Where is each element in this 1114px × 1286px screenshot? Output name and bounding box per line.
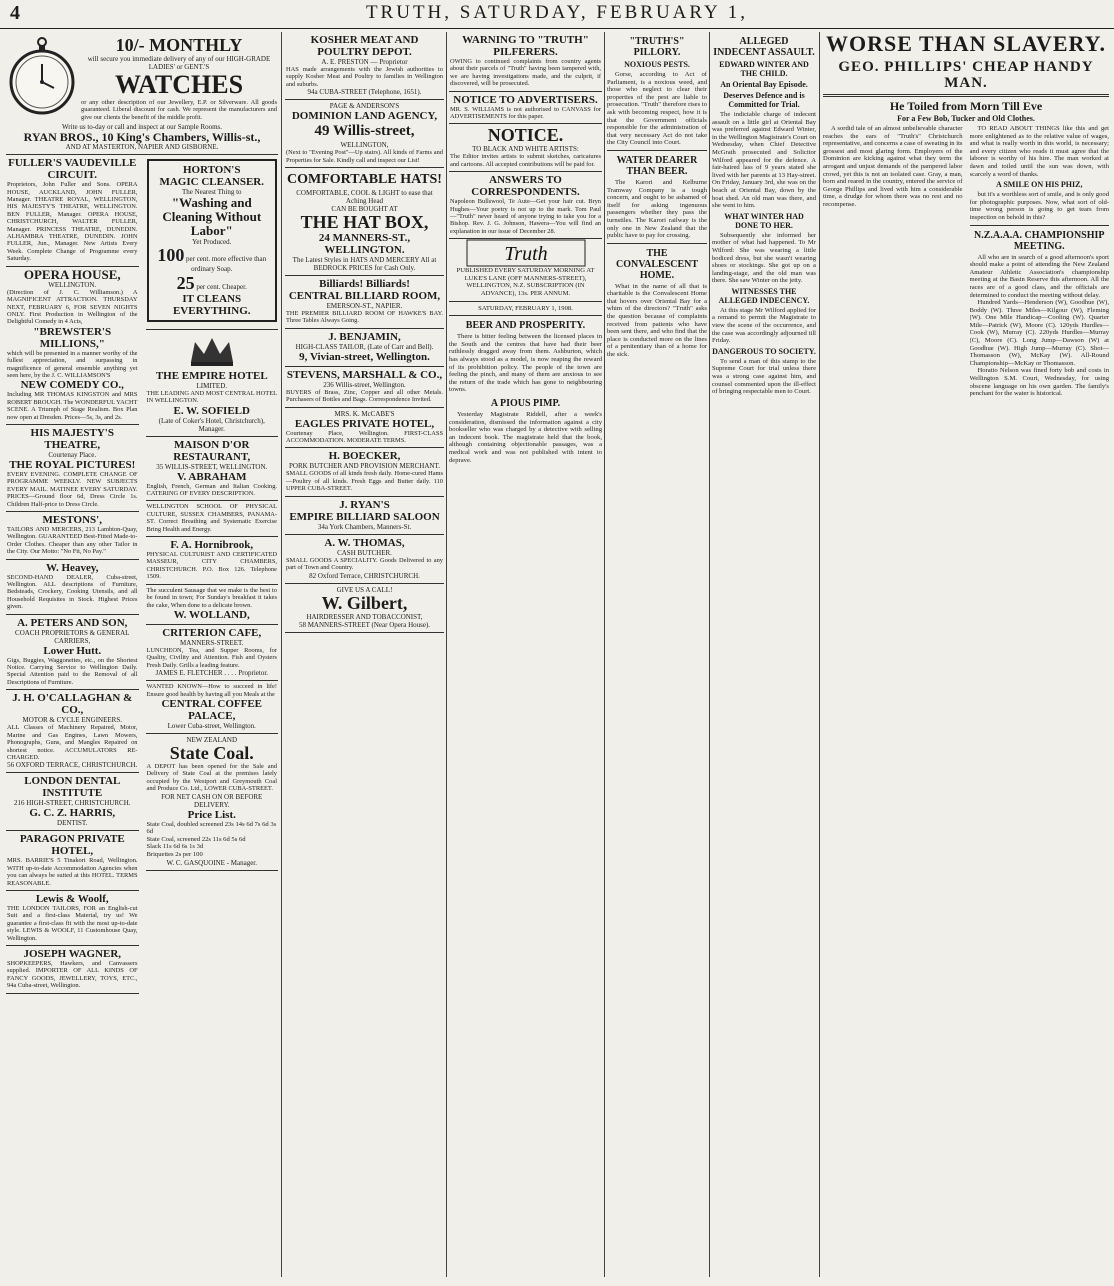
callaghan-title: J. H. O'CALLAGHAN & CO., xyxy=(12,692,133,717)
slavery-article: A sordid tale of an almost unbelievable character reaches the ears of "Truth's" Christchurch representative, and concerns a case of sweating in its grossest and most glaring form. Employers of the Dominion are kicking against what they term the arrogant and unjust demands of the pampered labor crowd, yet this is not an isolated case. Gray, a man, born and reared in the country, entered the service of George Phillips and lived with him a considerable time, a drudge for whom there was no rest and no recompense. xyxy=(823,125,963,208)
horton-sub: The Nearest Thing to xyxy=(181,188,242,197)
answers-title: ANSWERS TO CORRESPONDENTS. xyxy=(471,174,580,199)
slavery-subhead3: For a Few Bob, Tucker and Old Clothes. xyxy=(897,114,1035,123)
wolland-advert xyxy=(146,585,279,625)
coffee-palace-advert xyxy=(146,681,279,734)
pillory-article: Gorse, according to Act of Parliament, is a noxious weed, and those who neglect to clear their properties of the pest are liable to prosecution. "Truth" therefore rises to ask with becoming respect, how it is that the Government officials responsible for the administration of that very necessary Act do not take the City Council into Court. xyxy=(607,71,707,147)
warning-title: WARNING TO "TRUTH" PILFERERS. xyxy=(462,34,589,58)
dominion-title2: DOMINION LAND AGENCY, xyxy=(291,110,438,123)
slavery-subhead: GEO. PHILLIPS' CHEAP HANDY MAN. xyxy=(838,59,1094,91)
majesty-theatre-advert xyxy=(6,425,139,512)
horton-p2t: per cent. Cheaper. xyxy=(196,282,247,291)
opera-place: WELLINGTON. xyxy=(48,280,97,289)
peters-body: Gigs, Buggies, Waggonettes, etc., on the Shortest Notice. Carrying Service to Wellington Daily. Special Attention paid to the Removal of all Descriptions of Furniture. xyxy=(7,656,138,686)
mestons-advert xyxy=(6,512,139,560)
pillory-subhead: NOXIOUS PESTS. xyxy=(624,60,690,69)
column-rule xyxy=(281,32,282,1277)
coal-title: State Coal. xyxy=(169,742,254,763)
boecker-title: H. BOECKER, xyxy=(328,450,401,463)
boecker-advert xyxy=(285,448,444,496)
hornibrook-body: PHYSICAL CULTURIST AND CERTIFICATED MASSEUR, CITY CHAMBERS, CHRISTCHURCH. P.O. Box 126. Telephone 1509. xyxy=(146,551,277,581)
watch-footer: Write us to-day or call and inspect at our Sample Rooms. xyxy=(61,123,223,132)
price-item: Briquettes xyxy=(146,850,174,858)
assault-headline: ALLEGED INDECENT ASSAULT. xyxy=(713,36,815,58)
thomas-advert xyxy=(285,535,444,584)
wolland-title: W. WOLLAND, xyxy=(173,608,250,621)
artists-notice xyxy=(449,124,602,172)
mccabe-title2: EAGLES PRIVATE HOTEL, xyxy=(294,417,435,430)
opera-company: NEW COMEDY CO., xyxy=(20,379,124,392)
notice-body: The Editor invites artists to submit sketches, caricatures and cartoons. All accepted contributions will be paid for. xyxy=(450,153,601,168)
price-row xyxy=(147,821,278,836)
column-pillory xyxy=(607,32,707,1280)
callaghan-body: ALL Classes of Machinery Repaired, Motor, Marine and Gas Engines, Lawn Mowers, Phonographs, Guns, and Mangles Repaired on shortest notice. ACCUMULATORS RE-CHARGED. xyxy=(7,724,138,761)
masthead xyxy=(0,0,1114,29)
kosher-body: HAS made arrangements with the Jewish authorities to supply Kosher Meat and Poultry to families in Wellington and suburbs. xyxy=(286,66,443,88)
assault-subhead3: Deserves Defence and is Committed for Trial. xyxy=(723,91,805,109)
wagner-advert xyxy=(6,946,139,994)
hornibrook-title: F. A. Hornibrook, xyxy=(170,539,254,552)
price-item: State Coal, screened xyxy=(146,835,201,843)
physical-culture-advert xyxy=(146,501,279,537)
criterion-advert xyxy=(146,625,279,681)
criterion-sub: MANNERS-STREET. xyxy=(180,638,244,647)
coal-cash: FOR NET CASH ON OR BEFORE DELIVERY. xyxy=(161,792,263,809)
stevens-body: BUYERS of Brass, Zinc, Copper and all other Metals. Purchasers of Bottles and Bags. Correspondence Invited. xyxy=(286,388,443,404)
billiards-advert xyxy=(285,276,444,329)
billiards-addr: EMERSON-ST., NAPIER. xyxy=(326,302,403,311)
majesty-sub: Courtenay Place. xyxy=(48,450,97,459)
stevens-addr: 236 Willis-street, Wellington. xyxy=(323,380,406,389)
thomas-title: A. W. THOMAS, xyxy=(324,536,405,549)
hats-sub2: CAN BE BOUGHT AT xyxy=(331,205,398,214)
watch-price: 10/- MONTHLY xyxy=(115,35,243,55)
hats-addr: 24 MANNERS-ST., WELLINGTON. xyxy=(318,232,411,257)
column-rule xyxy=(709,32,710,1277)
boecker-sub: PORK BUTCHER AND PROVISION MERCHANT. xyxy=(289,462,440,471)
price-value: 11s 6d 6s 1s 3d xyxy=(162,843,204,851)
billiards-title: CENTRAL BILLIARD ROOM, xyxy=(288,290,441,303)
horton-sub2: Yet Produced. xyxy=(192,238,232,247)
kosher-name: A. E. PRESTON xyxy=(321,58,369,66)
championship-results: Hundred Yards—Henderson (W), Goodhue (W), Boddy (W). Three Miles—Kilgour (W), Fleming (W). One Mile Handicap—Cooling (W). Quarter Mile—Patrick (W), Moore (C). 120yds Hurdles—Cook (W), Murray (C). 220yds Hurdles—Murray (C), Moore (C). Long Jump—Dawson (W) at Goodhue (W). High Jump—Murray (C). Shot—Thomasson (W), McKay (W). All-Round Championship—McKay or Thomasson. xyxy=(969,299,1109,367)
wagner-title: JOSEPH WAGNER, xyxy=(23,947,122,960)
fullers-advert xyxy=(6,155,139,266)
opera-title: OPERA HOUSE, xyxy=(23,266,121,282)
majesty-body: EVERY EVENING. COMPLETE CHANGE OF PROGRAMME WEEKLY. NEW SUBJECTS EVERY MAIL. MATINEE EVERY SATURDAY. PRICES—Ground floor 6d, Dress Circle 1s. Children Half-price to Dress Circle. xyxy=(7,470,138,508)
dominion-title: PAGE & ANDERSON'S xyxy=(329,102,400,111)
thomas-addr: 82 Oxford Terrace, CHRISTCHURCH. xyxy=(309,571,420,580)
boecker-body: SMALL GOODS of all kinds fresh daily. Home-cured Hams—Poultry of all kinds. Fresh Eggs and Butter daily. 110 UPPER CUBA-STREET. xyxy=(286,470,443,493)
price-value: 23s 14s 6d 7s 6d 3s 6d xyxy=(146,820,277,836)
benjamin-sub: HIGH-CLASS TAILOR, (Late of Carr and Bell). xyxy=(295,342,434,351)
nelson-article: Horatio Nelson was fined forty bob and costs in Wellington S.M. Court, Wednesday, for using obscene language on his own garden. The family's penchant for the water is historical. xyxy=(969,367,1109,398)
warning-body: OWING to continued complaints from country agents about their parcels of "Truth" having been tampered with, we are having investigations made, and the culprit, if discovered, will be prosecuted. xyxy=(450,58,601,88)
dental-role: DENTIST. xyxy=(57,819,88,828)
price-item: State Coal, doubled screened xyxy=(146,820,224,828)
page-number: 4 xyxy=(10,2,20,24)
paragon-advert xyxy=(6,831,139,891)
mestons-title: MESTONS', xyxy=(42,514,102,526)
coal-body: A DEPOT has been opened for the Sale and Delivery of State Coal at the premises lately occupied by the Westport and Greymouth Coal and Produce Co. Ltd., LOWER CUBA-STREET. xyxy=(146,762,277,793)
water-headline: WATER DEARER THAN BEER. xyxy=(616,154,698,177)
dangerous-article: To send a man of this stamp to the Supreme Court for trial unless there was a strong case against him, and counsel commented upon the ill-effect of bringing respectable men to Court. xyxy=(712,357,816,396)
column-assault xyxy=(712,32,816,1280)
maison-name: V. ABRAHAM xyxy=(177,470,247,483)
stevens-title: STEVENS, MARSHALL & CO., xyxy=(286,368,443,381)
column-ads-middle xyxy=(285,32,444,1280)
royal-pictures-head: THE ROYAL PICTURES! xyxy=(9,458,136,471)
kosher-title: KOSHER MEAT AND POULTRY DEPOT. xyxy=(310,34,419,58)
notice-title: NOTICE. xyxy=(487,125,564,146)
dental-name: G. C. Z. HARRIS, xyxy=(29,807,116,820)
kosher-advert: KOSHER MEAT AND POULTRY DEPOT. A. E. PRESTON — Proprietor HAS made arrangements with the Jewish authorities to supply Kosher Meat and Poultry to families in Wellington and suburbs. 94a CUBA-STREET (Telephone, 1651). xyxy=(285,32,444,100)
coal-price-head: Price List. xyxy=(187,808,236,821)
horton-title2: MAGIC CLEANSER. xyxy=(159,176,264,189)
hats-foot: The Latest Styles in HATS AND MERCERY All at BEDROCK PRICES for Cash Only. xyxy=(292,256,437,273)
central-title: CENTRAL COFFEE PALACE, xyxy=(161,697,263,722)
billiards-top: Billiards! Billiards! xyxy=(319,278,410,291)
callaghan-advert xyxy=(6,690,139,773)
witnesses-article: At this stage Mr Wilford applied for a remand to permit the Magistrate to view the scene of the occurrence, and the case was accordingly adjourned till Friday. xyxy=(712,306,816,345)
criterion-prop: JAMES E. FLETCHER . . . . Proprietor. xyxy=(155,669,269,678)
pillory-headline: "TRUTH'S" PILLORY. xyxy=(629,36,685,58)
empire-manager: E. W. SOFIELD xyxy=(173,404,250,417)
heavey-body: SECOND-HAND DEALER, Cuba-street, Wellington. ALL descriptions of Furniture, Bedsteads, Crockery, Cooking Utensils, and all Household Requisites in Stock. Highest Prices given. xyxy=(7,573,138,611)
majesty-title: HIS MAJESTY'S THEATRE, xyxy=(30,426,114,451)
gilbert-title: W. Gilbert, xyxy=(321,592,408,613)
price-item: Slack xyxy=(146,843,162,851)
thomas-body: SMALL GOODS A SPECIALITY. Goods Delivered to any part of Town and Country. xyxy=(286,556,443,572)
newspaper-title: TRUTH, SATURDAY, FEBRUARY 1, xyxy=(365,2,749,23)
stevens-advert xyxy=(285,367,444,408)
opera-house-advert xyxy=(6,267,139,425)
state-coal-advert xyxy=(146,734,279,871)
watch-lead: will secure you immediate delivery of any of our HIGH-GRADE LADIES' or GENT.'S xyxy=(87,55,271,71)
mccabe-title: MRS. K. McCABE'S xyxy=(334,409,395,418)
slavery-headline: WORSE THAN SLAVERY. xyxy=(825,32,1107,56)
pimp-article: Yesterday Magistrate Riddell, after a week's consideration, dismissed the information against a city bookseller who was charged by a detective with selling an indecent book. The magistrate held that the book, although containing objectionable passages, was a medical work and was not published with intent to deprave. xyxy=(449,411,602,464)
advertisers-body: MR. S. WILLIAMS is not authorised to CANVASS for ADVERTISEMENTS for this paper. xyxy=(450,105,601,121)
pocket-watch-icon xyxy=(7,36,77,116)
dominion-agency-advert xyxy=(285,100,444,168)
criterion-body: LUNCHEON, Tea, and Supper Rooms, for Quality, Civility and Attention. Fish and Oysters Fresh Daily. Grills a leading feature. xyxy=(146,646,277,669)
dental-addr: 216 HIGH-STREET, CHRISTCHURCH. xyxy=(13,799,131,808)
central-body: WANTED KNOWN—How to succeed in life! Ensure good health by having all you Meals at the xyxy=(146,683,277,698)
coal-manager: W. C. GASQUOINE - Manager. xyxy=(166,858,258,867)
ryan-title2: EMPIRE BILLIARD SALOON xyxy=(289,510,440,523)
price-row xyxy=(147,851,278,859)
notice-sub: TO BLACK AND WHITE ARTISTS: xyxy=(472,145,579,154)
wolland-body: The succulent Sausage that we make is the best to be found in town; For Sunday's breakfast it takes the cake, When done to a delicate brown. xyxy=(146,586,277,609)
horton-p1: 100 xyxy=(157,245,185,266)
price-row xyxy=(147,843,278,851)
gilbert-top: GIVE US A CALL! xyxy=(336,585,393,594)
horton-slogan: "Washing and Cleaning Without Labor" xyxy=(162,195,262,239)
benjamin-addr: 9, Vivian-street, Wellington. xyxy=(299,350,430,363)
column-rule xyxy=(446,32,447,1277)
kosher-role: Proprietor xyxy=(379,58,408,66)
maison-addr: 35 WILLIS-STREET, WELLINGTON. xyxy=(156,462,268,471)
maison-title: MAISON D'OR RESTAURANT, xyxy=(173,438,251,463)
hats-shop: THE HAT BOX, xyxy=(300,212,429,233)
beer-headline: BEER AND PROSPERITY. xyxy=(465,320,586,332)
winter-article: Subsequently she informed her mother of what had happened. To Mr Wilford: She was wearing a little bodiced dress, but she wasn't wearing shoes or stockings. She got up on a landing-stage, and the old man was there. She saw Winter on the jetty. xyxy=(712,231,816,285)
physical-body: WELLINGTON SCHOOL OF PHYSICAL CULTURE, SUSSEX CHAMBERS, PANAMA-ST. Correct Breathing and Systematic Exercise Bring Health and Energy. xyxy=(146,503,277,533)
published-info: PUBLISHED EVERY SATURDAY MORNING AT LUKE'S LANE (OFF MANNERS-STREET), WELLINGTON, N.Z. SUBSCRIPTION (IN ADVANCE), 13s. PER ANNUM. xyxy=(456,267,595,298)
empire-title: THE EMPIRE HOTEL xyxy=(155,369,268,382)
heavey-advert xyxy=(6,560,139,615)
coal-top: NEW ZEALAND xyxy=(186,735,238,744)
ryan-billiard-advert xyxy=(285,497,444,535)
lewis-advert xyxy=(6,891,139,946)
paragon-title: PARAGON PRIVATE HOTEL, xyxy=(19,833,125,858)
issue-date: SATURDAY, FEBRUARY 1, 1908. xyxy=(478,304,573,312)
mccabe-advert xyxy=(285,408,444,449)
empire-hotel-advert xyxy=(146,330,279,437)
empire-body: THE LEADING AND MOST CENTRAL HOTEL IN WELLINGTON. xyxy=(146,389,277,405)
slavery-subhead2: He Toiled from Morn Till Eve xyxy=(889,99,1043,113)
wagner-body: SHOPKEEPERS, Hawkers, and Canvassers supplied. IMPORTER OF ALL KINDS OF FANCY GOODS, JEWELLERY, TOYS, ETC., 94a Cuba-street, Wellington. xyxy=(7,959,138,990)
winter-subhead: WHAT WINTER HAD DONE TO HER. xyxy=(724,211,804,230)
answers-body: Napoleon Bullswool, Te Aute—Get your hair cut. Bryn Hughes—Your poetry is not up to the mark. Tom Paul—"Truth" never heard of anyone trying to take you for a Bishop. Rev. J. G. Johnson, Hawera—You will find an explanation in our issue of December 28. xyxy=(450,198,601,235)
crown-icon xyxy=(187,334,237,368)
assault-subhead2: An Oriental Bay Episode. xyxy=(720,80,808,89)
dominion-body: (Next to "Evening Post"—Up stairs). All kinds of Farms and Properties for Sale. Kindly call and inspect our List! xyxy=(286,149,443,164)
smile-article: but it's a worthless sort of smile, and is only good for photographic purposes. Now, what sort of old-time wrong person is going to get tears from inspection on behold in this? xyxy=(969,191,1109,221)
gilbert-sub: HAIRDRESSER AND TOBACCONIST, xyxy=(306,612,423,621)
assault-subhead: EDWARD WINTER AND THE CHILD. xyxy=(719,60,809,78)
ryan-addr: 34a York Chambers, Manners-St. xyxy=(317,522,412,531)
callaghan-addr: 56 OXFORD TERRACE, CHRISTCHURCH. xyxy=(7,761,138,770)
left-ads-grid xyxy=(6,155,278,993)
mestons-body: TAILORS AND MERCERS, 213 Lambton-Quay, Wellington. GUARANTEED Best-Fitted Made-to-Order Clothes. Cheaper than any other Tailor in the City. Our Motto: "No Fit, No Pay." xyxy=(7,526,138,556)
maison-body: English, French, German and Italian Cooking. CATERING OF EVERY DESCRIPTION. xyxy=(146,482,277,498)
witnesses-subhead: WITNESSES THE ALLEGED INDECENCY. xyxy=(718,286,810,305)
watch-firm: RYAN BROS., 10 King's Chambers, Willis-st., xyxy=(23,130,261,145)
kosher-addr: 94a CUBA-STREET (Telephone, 1651). xyxy=(307,88,422,97)
criterion-title: CRITERION CAFE, xyxy=(162,626,262,639)
opera-body2: which will be presented in a manner worthy of the fullest appreciation, and surpassing in magnificence of general ensemble anything yet seen here, by the J. C. WILLIAMSON'S xyxy=(7,349,138,379)
fullers-title: FULLER'S VAUDEVILLE CIRCUIT. xyxy=(8,157,137,182)
gilbert-advert xyxy=(285,584,444,633)
thomas-sub: CASH BUTCHER. xyxy=(337,548,392,557)
hats-title: COMFORTABLE HATS! xyxy=(287,172,442,188)
watch-branches: AND AT MASTERTON, NAPIER AND GISBORNE. xyxy=(65,143,219,152)
hats-sub: COMFORTABLE, COOL & LIGHT to ease that Aching Head xyxy=(296,189,433,206)
heavey-title: W. Heavey, xyxy=(46,561,99,574)
hornibrook-advert xyxy=(146,537,279,585)
convalescent-article: What in the name of all that is charitable is the Convalescent Home that hovers over Oriental Bay for a whim of the directors? "Truth" asks the question because of complaints received from patients who have been sent there, and who find that the place is conducted more on the lines of a penitentiary than of a home for the sick. xyxy=(607,282,707,359)
pimp-headline: A PIOUS PIMP. xyxy=(490,398,561,409)
championship-article: All who are in search of a good afternoon's sport should make a point of attending the New Zealand Amateur Athletic Association's championship meeting at the Basin Reserve this afternoon. All the races are of a good class, and the officials are determined to conduct the meeting without delay. xyxy=(969,253,1109,299)
slavery-article2: TO READ ABOUT THINGS like this and get more enlightened as to the relative value of wages, and what is really worth in this world, is necessary; and every citizen who reads it must agree that the laborer is worthy of his hire. The man worked at dawn and toiled until the sun was down, with scarcely a word of thanks. xyxy=(969,125,1109,178)
column-rule xyxy=(604,32,605,1277)
column-notices xyxy=(449,32,602,1280)
water-article: The Karori and Kelburne Tramway Company is a tough concern, and ought to be ashamed of itself for asking ingenuous passengers whether they pass the turnstiles. The Karori railway is the only one in New Zealand that the public have to pay for crossing. xyxy=(607,178,707,240)
opera-body3: Including MR THOMAS KINGSTON and MRS ROBERT BROUGH. The WONDERFUL YACHT SCENE. A Triumph of Stage Realism. Box Plan now open at Dresden. Prices—5s, 3s, and 2s. xyxy=(7,391,138,421)
peters-advert xyxy=(6,615,139,691)
benjamin-advert xyxy=(285,329,444,367)
benjamin-title: J. BENJAMIN, xyxy=(328,330,401,343)
assault-article: The indictable charge of indecent assault on a little girl at Oriental Bay was preferred against Edward Winter, in the Wellington Magistrate's Court on Wednesday, when Chief Detective McGrath prosecuted and Solicitor Wilford appeared for the defence. A fair-haired lass of 9 years stated she lived with her parents at 13 Hay-street. On Friday, January 3rd, she was on the beach at Oriental Bay, down by the boat shed. An old man was there, and she went to him. xyxy=(712,111,816,210)
peters-place: Lower Hutt. xyxy=(43,644,102,657)
advertisers-notice xyxy=(449,92,602,125)
horton-p1t: per cent. more effective than ordinary Soap. xyxy=(186,255,267,274)
horton-advert xyxy=(146,155,279,330)
column-slavery xyxy=(823,32,1109,1280)
empire-sub: LIMITED. xyxy=(196,381,228,390)
watch-body: or any other description of our Jewellery, E.P. or Silverware. All goods guaranteed. Liberal discount for cash. We represent the manufacturers and give our clients the benefit of the middle profit. xyxy=(81,99,277,121)
watch-advert xyxy=(6,32,278,155)
lewis-body: THE LONDON TAILORS, FOR an English-cut Suit and a first-class Material, try us! We guarantee a first-class fit with the most up-to-date style. LEWIS & WOOLF, 11 Customhouse Quay, Wellington. xyxy=(7,904,138,942)
peters-title: A. PETERS AND SON, xyxy=(17,616,128,629)
central-sub: Lower Cuba-street, Wellington. xyxy=(167,721,256,730)
peters-sub: COACH PROPRIETORS & GENERAL CARRIERS, xyxy=(15,628,130,645)
billiards-body: THE PREMIER BILLIARD ROOM OF HAWKE'S BAY. Three Tables Always Going. xyxy=(286,310,443,325)
smile-subhead: A SMILE ON HIS PHIZ, xyxy=(996,180,1083,190)
hat-box-advert xyxy=(285,168,444,276)
paragon-body: MRS. BARRIE'S 5 Tinakori Road, Wellington. WITH up-to-date Accommodation Agencies when you can always be suited at this HOTEL. TERMS REASONABLE. xyxy=(7,857,138,887)
truth-logo-text: Truth xyxy=(503,243,548,266)
price-value: 22s 11s 6d 5s 6d xyxy=(201,835,246,843)
maison-advert xyxy=(146,437,279,502)
beer-article: There is bitter feeling between the licensed places in the South and the centres that have had their beer ruthlessly dragged away from them. Ashburton, which has always stood as a model, is now reaping the reward of its prohibition policy. The people of the town are feeling the pinch, and many of them are anxious to see the return of the trade which has gone to neighbouring towns. xyxy=(449,333,602,394)
fullers-body: Proprietors, John Fuller and Sons. OPERA HOUSE, AUCKLAND, JOHN FULLER, Manager. THEATRE ROYAL, WELLINGTON, HIS MAJESTY'S THEATRE, WELLINGTON. BEN FULLER, Manager. OPERA HOUSE, CHRISTCHURCH, WALTER FULLER, Manager. PRINCESS THEATRE, DUNEDIN. ALHAMBRA THEATRE, DUNEDIN. JOHN FULLER, Jun., Manager. New Artists Every Week. Complete Change of Programme every Saturday. xyxy=(7,181,138,263)
answers-section xyxy=(449,172,602,239)
horton-title: HORTON'S xyxy=(183,164,241,177)
truth-logo xyxy=(466,239,586,267)
opera-body: (Direction of J. C. Williamson.) A MAGNIFICENT ATTRACTION. THURSDAY NEXT, FEBRUARY 6, FOR SEVEN NIGHTS ONLY. First Production in Wellington of the Delightful Comedy in 4 Acts, xyxy=(7,288,138,326)
opera-show: "BREWSTER'S MILLIONS," xyxy=(33,325,112,350)
column-rule xyxy=(819,32,820,1277)
dental-advert xyxy=(6,773,139,831)
gilbert-addr: 58 MANNERS-STREET (Near Opera House). xyxy=(298,620,431,629)
watch-title: WATCHES xyxy=(114,70,244,99)
empire-manager2: (Late of Coker's Hotel, Christchurch), Manager. xyxy=(158,416,265,433)
dominion-addr: 49 Willis-street, xyxy=(314,123,415,140)
dominion-place: WELLINGTON, xyxy=(340,141,389,150)
column-ads-left xyxy=(6,32,278,1280)
lewis-title: Lewis & Woolf, xyxy=(35,892,109,905)
price-row xyxy=(147,836,278,844)
mccabe-body: Courtenay Place, Wellington. FIRST-CLASS ACCOMMODATION. MODERATE TERMS. xyxy=(286,429,443,445)
ryan-title: J. RYAN'S xyxy=(339,498,390,511)
convalescent-headline: THE CONVALESCENT HOME. xyxy=(615,247,699,281)
dangerous-subhead: DANGEROUS TO SOCIETY. xyxy=(712,346,816,356)
advertisers-title: NOTICE TO ADVERTISERS. xyxy=(453,93,598,106)
dental-title: LONDON DENTAL INSTITUTE xyxy=(24,775,121,800)
callaghan-sub: MOTOR & CYCLE ENGINEERS. xyxy=(22,716,122,725)
horton-p2: 25 xyxy=(176,272,195,293)
warning-notice xyxy=(449,32,602,92)
horton-tag: IT CLEANS EVERYTHING. xyxy=(172,292,251,317)
price-value: 2s per 100 xyxy=(175,850,203,858)
coal-price-list xyxy=(147,821,278,859)
championship-headline: N.Z.A.A.A. CHAMPIONSHIP MEETING. xyxy=(973,229,1105,252)
